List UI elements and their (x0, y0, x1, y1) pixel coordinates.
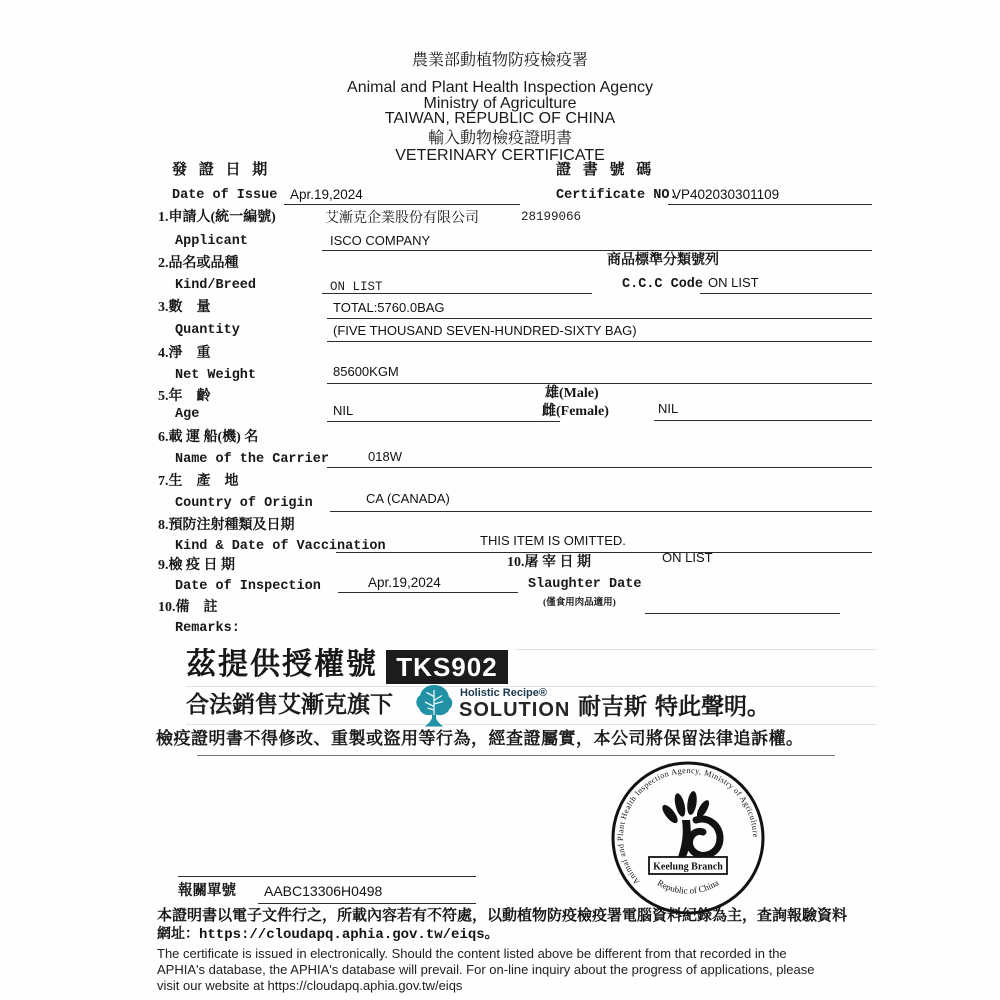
applicant-label-cjk: 1.申請人(統一編號) (158, 210, 276, 225)
underline (327, 467, 872, 468)
underline (322, 250, 872, 251)
inspection-label-en: Date of Inspection (175, 579, 321, 594)
origin-label-cjk: 7.生 產 地 (158, 474, 239, 489)
customs-no-label-cjk: 報關單號 (178, 883, 236, 899)
underline (668, 204, 872, 205)
quantity-label-cjk: 3.數 量 (158, 300, 211, 315)
underline (654, 420, 872, 421)
holistic-recipe-tree-icon (413, 683, 455, 727)
ccc-code-label-en: C.C.C Code (622, 277, 704, 292)
quantity-label-en: Quantity (175, 323, 240, 338)
vaccination-label-en: Kind & Date of Vaccination (175, 539, 386, 554)
authorization-code-badge: TKS902 (386, 650, 508, 684)
applicant-name-cjk: 艾漸克企業股份有限公司 (325, 211, 479, 226)
net-weight-label-cjk: 4.淨 重 (158, 346, 211, 361)
ccc-code-value: ON LIST (708, 275, 759, 290)
underline (700, 293, 872, 294)
underline (645, 613, 840, 614)
ruled-line (186, 724, 877, 725)
date-of-issue-label-cjk: 發 證 日 期 (172, 162, 272, 178)
seal-arc-bottom-text: Republic of China (655, 877, 721, 896)
quantity-words: (FIVE THOUSAND SEVEN-HUNDRED-SIXTY BAG) (333, 323, 637, 338)
slaughter-note-cjk: (僅食用肉品適用) (543, 598, 616, 608)
underline (258, 903, 476, 904)
carrier-value: 018W (368, 449, 402, 464)
origin-label-en: Country of Origin (175, 496, 313, 511)
carrier-label-cjk: 6.載 運 船(機) 名 (158, 430, 259, 445)
slaughter-label-en: Slaughter Date (528, 577, 642, 592)
seal-branch-text: Keelung Branch (653, 861, 723, 873)
certificate-no-label-cjk: 證 書 號 碼 (556, 162, 656, 178)
applicant-name-en: ISCO COMPANY (330, 233, 431, 248)
underline (330, 511, 872, 512)
footer-notice-en-line3: visit our website at https://cloudapq.aphia.gov.tw/eiqs (157, 978, 463, 993)
age-label-en: Age (175, 407, 200, 422)
agency-title-cjk: 農業部動植物防疫檢疫署 (411, 52, 588, 69)
quantity-total: TOTAL:5760.0BAG (333, 300, 445, 315)
brand-name-cjk: 耐吉斯 (578, 693, 647, 719)
date-of-issue-label-en: Date of Issue (172, 188, 278, 203)
underline (284, 204, 520, 205)
female-label: 雌(Female) (542, 404, 609, 419)
certificate-title-cjk: 輸入動物檢疫證明書 (427, 130, 572, 147)
underline (327, 421, 560, 422)
slaughter-value: ON LIST (662, 550, 713, 565)
authorization-label: 茲提供授權號 (186, 648, 378, 681)
ruled-line (515, 649, 877, 650)
certificate-no-label-en: Certificate NO. (556, 188, 678, 203)
authorization-statement-suffix: 特此聲明。 (655, 693, 770, 719)
underline (327, 318, 872, 319)
anti-tamper-warning: 檢疫證明書不得修改、重製或盜用等行為，經查證屬實，本公司將保留法律追訴權。 (156, 729, 804, 748)
section-divider (197, 755, 835, 756)
ministry-title-en: Ministry of Agriculture (423, 95, 577, 112)
svg-text:Republic of China (656, 878, 721, 896)
applicant-tax-id: 28199066 (521, 210, 582, 224)
underline (327, 341, 872, 342)
agency-title-en: Animal and Plant Health Inspection Agency (347, 79, 653, 96)
seal-plant-emblem (660, 790, 720, 857)
net-weight-label-en: Net Weight (175, 368, 257, 383)
underline (336, 552, 872, 553)
inspection-label-cjk: 9.檢 疫 日 期 (158, 558, 235, 573)
remarks-label-cjk: 10.備 註 (158, 600, 218, 615)
underline (178, 876, 476, 877)
net-weight-value: 85600KGM (333, 364, 399, 379)
date-of-issue-value: Apr.19,2024 (290, 187, 363, 202)
slaughter-label-cjk: 10.屠 宰 日 期 (507, 555, 591, 570)
applicant-label-en: Applicant (175, 234, 248, 249)
footer-notice-cjk-line2: 網址：https://cloudapq.aphia.gov.tw/eiqs。 (157, 927, 499, 943)
vaccination-value: THIS ITEM IS OMITTED. (480, 533, 626, 548)
kind-label-en: Kind/Breed (175, 278, 257, 293)
footer-notice-en-line1: The certificate is issued in electronically. Should the content listed above be different from that recorded in the (157, 946, 787, 961)
seal-arc-top-text: Animal and Plant Health Inspection Agency, Ministry of Agriculture (615, 766, 761, 887)
official-seal-stamp (608, 758, 768, 918)
certificate-title-en: VETERINARY CERTIFICATE (395, 147, 605, 164)
origin-value: CA (CANADA) (366, 491, 450, 506)
inspection-value: Apr.19,2024 (368, 575, 441, 590)
kind-value: ON LIST (330, 280, 383, 294)
ccc-header-cjk: 商品標準分類號列 (607, 253, 719, 268)
footer-notice-cjk-line1: 本證明書以電子文件行之，所載內容若有不符處，以動植物防疫檢疫署電腦資料紀錄為主，查詢報驗資料 (157, 908, 848, 924)
male-label: 雄(Male) (545, 386, 599, 401)
underline (322, 293, 592, 294)
age-female-value: NIL (658, 401, 679, 416)
age-label-cjk: 5.年 齡 (158, 389, 211, 404)
kind-label-cjk: 2.品名或品種 (158, 256, 239, 271)
age-value: NIL (333, 403, 354, 418)
remarks-label-en: Remarks: (175, 621, 240, 636)
brand-name-small: Holistic Recipe® (460, 687, 547, 699)
certificate-no-value: VP402030301109 (672, 187, 780, 202)
authorization-statement-prefix: 合法銷售艾漸克旗下 (186, 691, 393, 717)
footer-notice-en-line2: APHIA's database, the APHIA's database will prevail. For on-line inquiry about the progress of applications, please (157, 962, 815, 977)
underline (338, 592, 518, 593)
carrier-label-en: Name of the Carrier (175, 452, 329, 467)
country-title-en: TAIWAN, REPUBLIC OF CHINA (384, 110, 616, 127)
brand-name-large: SOLUTION (459, 699, 571, 721)
vaccination-label-cjk: 8.預防注射種類及日期 (158, 518, 295, 533)
customs-no-value: AABC13306H0498 (264, 883, 383, 899)
underline (327, 383, 872, 384)
